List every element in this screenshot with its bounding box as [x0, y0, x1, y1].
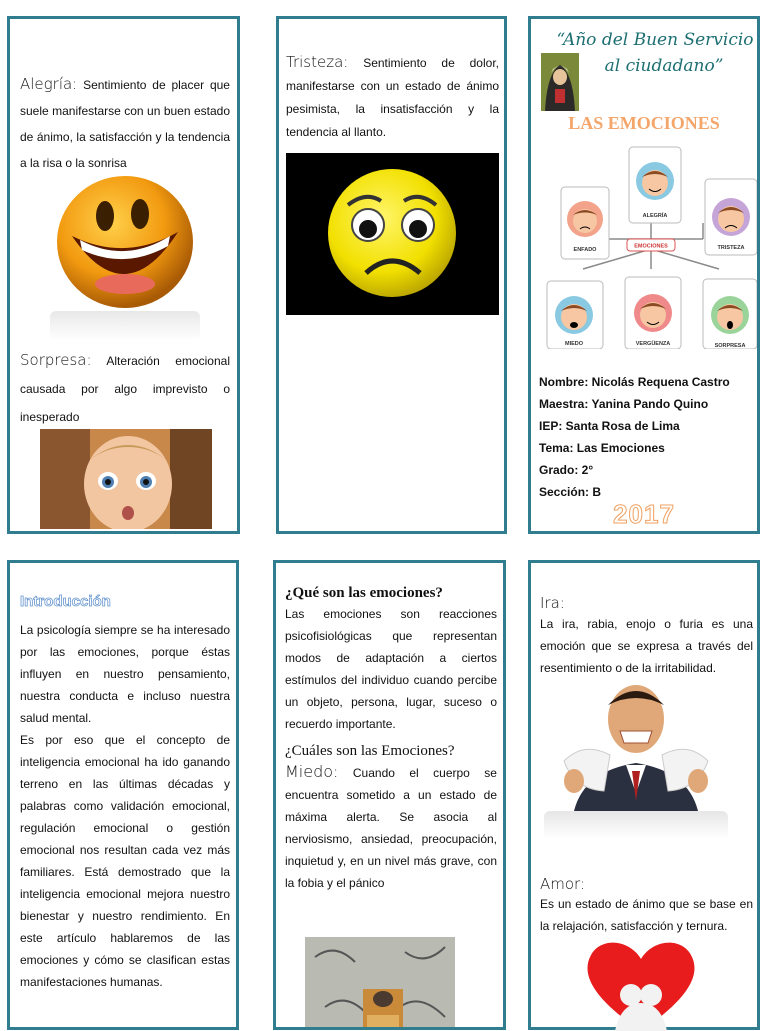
intro-paragraph-2: Es por eso que el concepto de inteligencia emocional ha ido ganando terreno en las últimas décadas y palabras como validación emocional, regulación emocional o gestión emocional nos resultan cada vez más familiares. Está demostrado que la inteligencia emocional mejora nuestro bienestar y nuestro rendimiento. En este artículo hablaremos de las emociones y cómo se clasifican estas manifestaciones humanas.	[20, 733, 230, 989]
year-motto-line2: al ciudadano”	[604, 56, 724, 76]
year-motto-line1: “Año del Buen Servicio	[556, 30, 754, 50]
panel-ira-amor	[528, 560, 760, 1030]
question-what-are-emotions: ¿Qué son las emociones?	[285, 585, 443, 601]
cover-title: LAS EMOCIONES	[568, 113, 720, 133]
diagram-center-label: EMOCIONES	[634, 243, 668, 250]
saint-portrait-image	[541, 53, 579, 111]
sorpresa-block	[20, 346, 230, 431]
ira-title: Ira:	[540, 594, 565, 612]
face-card-verguenza	[625, 277, 681, 349]
miedo-text: Cuando el cuerpo se encuentra sometido a un estado de máxima alerta. Se asocia al nerviosismo, ansiedad, preocupación, inquietud y, en un nivel más grave, con la fobia y el pánico	[285, 766, 497, 890]
amor-text: Es un estado de ánimo que se base en la relajación, satisfacción y ternura.	[540, 897, 753, 933]
panel-que-son	[273, 560, 506, 1030]
diagram-label-enfado: ENFADO	[573, 247, 597, 253]
info-iep: IEP: Santa Rosa de Lima	[539, 419, 680, 433]
tristeza-title: Tristeza:	[286, 53, 349, 71]
happy-face-image	[50, 174, 200, 324]
que-son-block	[285, 583, 497, 894]
alegria-title: Alegría:	[20, 75, 78, 93]
panel-introduccion	[7, 560, 239, 1030]
panel-cover	[528, 16, 760, 534]
diagram-label-sorpresa: SORPRESA	[714, 343, 746, 349]
cover-year: 2017	[613, 499, 675, 529]
info-nombre: Nombre: Nicolás Requena Castro	[539, 375, 730, 389]
ira-text: La ira, rabia, enojo o furia es una emoción que se expresa a través del resentimiento o de la irritabilidad.	[540, 617, 753, 675]
info-seccion: Sección: B	[539, 485, 602, 499]
panel-tristeza	[276, 16, 507, 534]
sorpresa-text: Alteración emocional causada por algo imprevisto o inesperado	[20, 354, 230, 424]
info-tema: Tema: Las Emociones	[539, 441, 665, 455]
tristeza-block	[286, 51, 499, 144]
intro-body	[20, 619, 230, 993]
amor-title: Amor:	[540, 875, 586, 893]
face-card-miedo	[547, 281, 603, 349]
face-card-alegria	[629, 147, 681, 223]
diagram-label-alegria: ALEGRÍA	[642, 213, 668, 219]
question-which-emotions: ¿Cuáles son las Emociones?	[285, 743, 455, 759]
amor-block	[540, 875, 753, 937]
heart-image	[581, 937, 701, 1031]
fear-illustration-image	[305, 937, 455, 1027]
sad-face-image	[286, 153, 499, 315]
angry-man-image	[544, 681, 728, 811]
miedo-title: Miedo:	[285, 762, 339, 781]
diagram-label-tristeza: TRISTEZA	[717, 245, 745, 251]
answer-what-are-emotions: Las emociones son reacciones psicofisiológicas que representan modos de adaptación a ciertos estímulos del individuo cuando percibe un objeto, persona, lugar, suceso o recuerdo importante.	[285, 607, 497, 731]
surprised-baby-image	[40, 429, 212, 529]
face-card-tristeza	[705, 179, 757, 255]
alegria-block	[20, 71, 230, 176]
tristeza-text: Sentimiento de dolor, manifestarse con un estado de ánimo pesimista, la insatisfacción y la tendencia al llanto.	[286, 56, 499, 139]
intro-paragraph-1: La psicología siempre se ha interesado por las emociones, porque éstas influyen en nuestro pensamiento, nuestra conducta e incluso nuestra salud mental.	[20, 623, 230, 725]
alegria-text: Sentimiento de placer que suele manifestarse con un buen estado de ánimo, la satisfacción y la tendencia a la risa o la sonrisa	[20, 78, 230, 170]
emotions-diagram	[543, 143, 757, 349]
diagram-label-verguenza: VERGÜENZA	[635, 341, 671, 347]
student-info	[539, 371, 754, 503]
ira-block	[540, 593, 753, 679]
sorpresa-title: Sorpresa:	[20, 351, 92, 369]
panel-alegria-sorpresa	[7, 16, 240, 534]
info-grado: Grado: 2°	[539, 463, 594, 477]
intro-title: Introducción	[20, 593, 111, 610]
face-card-sorpresa	[703, 279, 757, 349]
info-maestra: Maestra: Yanina Pando Quino	[539, 397, 709, 411]
diagram-label-miedo: MIEDO	[564, 341, 584, 347]
